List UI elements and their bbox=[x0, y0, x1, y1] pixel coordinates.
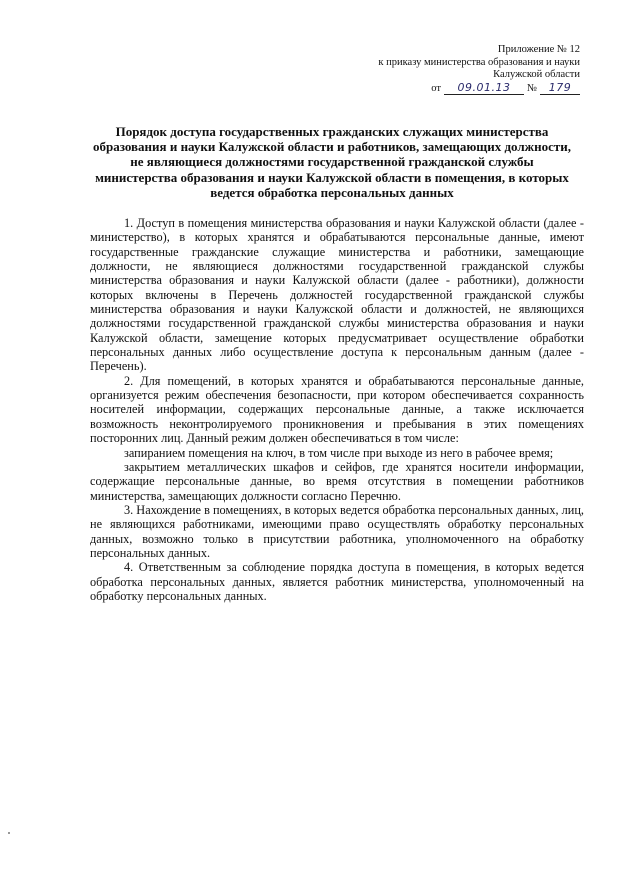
order-reference: к приказу министерства образования и науки bbox=[378, 56, 580, 68]
paragraph-2: 2. Для помещений, в которых хранятся и обрабатываются персональные данные, организуется режим обеспечения безопасности, при котором обеспечивается сохранность носителей информации, содержащих персональные данные, а также исключается возможность неконтролируемого проникновения и пребывания в этих помещениях посторонних лиц. Данный режим должен обеспечиваться в том числе: bbox=[90, 373, 584, 446]
paragraph-2-item-2: закрытием металлических шкафов и сейфов, где хранятся носители информации, содержащие персональные данные, во время отсутствия в помещении работников министерства, замещающих должности согласно Перечню. bbox=[90, 459, 584, 503]
appendix-number: Приложение № 12 bbox=[497, 44, 580, 55]
order-date-line bbox=[340, 82, 580, 96]
appendix-header bbox=[340, 44, 580, 95]
document-body bbox=[90, 216, 584, 603]
handwritten-order-date: 09.01.13 bbox=[444, 82, 524, 96]
paragraph-1: 1. Доступ в помещения министерства образования и науки Калужской области (далее - министерство), в которых хранятся и обрабатываются персональные данные, имеют государственные гражданские служащие министерства и работники, замещающие должности, не являющиеся должностями государственной гражданской службы министерства образования и науки Калужской области (далее - работники), должности которых включены в Перечень должностей государственной гражданской службы министерства образования и науки Калужской области и должностей, не являющихся должностями государственной гражданской службы министерства образования и науки Калужской области, замещение которых предусматривает осуществление обработки персональных данных либо осуществление доступа к персональным данным (далее - Перечень). bbox=[90, 216, 584, 374]
document-title: Порядок доступа государственных гражданских служащих министерства образования и науки Калужской области и работников, замещающих должности, не являющиеся должностями государственной гражданской службы министерства образования и науки Калужской области в помещения, в которых ведется обработка персональных данных bbox=[92, 124, 571, 200]
paragraph-4: 4. Ответственным за соблюдение порядка доступа в помещения, в которых ведется обработка персональных данных, является работник министерства, уполномоченный на обработку персональных данных. bbox=[90, 560, 584, 603]
scan-speck bbox=[8, 832, 10, 834]
region-name: Калужской области bbox=[493, 69, 580, 80]
order-prefix: от bbox=[431, 82, 441, 94]
paragraph-2-item-1: запиранием помещения на ключ, в том числе при выходе из него в рабочее время; bbox=[124, 445, 554, 460]
handwritten-order-number: 179 bbox=[540, 82, 580, 96]
order-number-label: № bbox=[526, 82, 537, 94]
paragraph-3: 3. Нахождение в помещениях, в которых ведется обработка персональных данных, лиц, не являющихся работниками, имеющими право осуществлять обработку персональных данных, возможно только в присутствии работника, уполномоченного на обработку персональных данных. bbox=[90, 502, 584, 560]
